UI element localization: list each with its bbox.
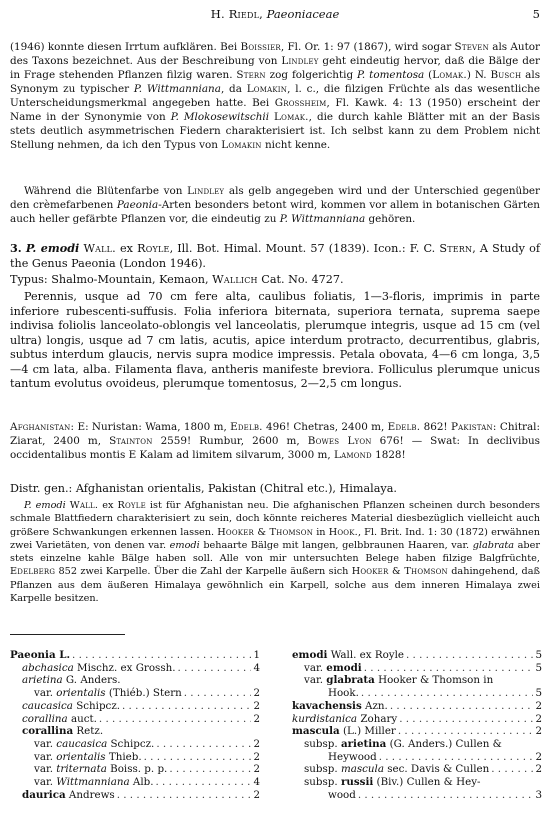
index-leader-dots	[406, 649, 533, 662]
species-latin-description: Perennis, usque ad 70 cm fere alta, caulibus foliatis, 1—3-floris, imprimis in parte inferiore rubescenti-suffusis. Folia inferiora biternata, superiora ternata, suprema saepe indivisa foliolis lanceolato-oblongis vel lanceolatis, plerumque integris, usque ad 15 cm (vel ultra) longis, usque ad 7 cm latis, acutis, apice interdum protracto, decurrentibus, glabris, subtus interdum glaucis, nervis supra modice impressis. Petala obovata, 4—6 cm longa, 3,5—4 cm lata, alba. Filamenta flava, antheris manifeste breviora. Folliculus plerumque unicus tantum evolutus ovoideus, plerumque tomentosus, 2—2,5 cm longus.	[10, 290, 540, 390]
index-leader-dots	[398, 725, 534, 738]
index-page-ref: 5	[535, 661, 542, 674]
running-header	[10, 7, 540, 23]
index-page-ref: 2	[253, 699, 260, 712]
index-entry	[10, 725, 260, 738]
index-entry	[292, 763, 542, 776]
index-entry-name: var. triternata Boiss. p. p.	[34, 763, 168, 776]
index-entry-name: subsp. russii (Biv.) Cullen & Hey-	[304, 776, 481, 789]
index-page-ref: 1	[253, 649, 260, 661]
index-entry	[10, 789, 260, 802]
index-page-ref: 2	[253, 737, 260, 750]
index-entry-name: daurica Andrews	[22, 788, 115, 801]
index-entry-name: emodi Wall. ex Royle	[292, 649, 405, 661]
index-entry-name: Hook.	[328, 687, 359, 700]
index-entry-name: Paeonia L.	[10, 649, 71, 661]
index-entry	[292, 789, 542, 802]
header-family: Paeoniaceae	[266, 7, 340, 21]
index-leader-dots	[72, 649, 251, 662]
index-leader-dots	[491, 763, 533, 776]
index-page-ref: 2	[535, 712, 542, 725]
index-entry-name: arietina G. Anders.	[22, 674, 121, 687]
index-entry-name: kurdistanica Zohary	[292, 712, 398, 725]
index-leader-dots	[358, 789, 534, 802]
index-page-ref: 5	[535, 687, 542, 700]
index-leader-dots	[399, 713, 533, 726]
index-right-column	[292, 649, 542, 801]
index-entry	[10, 776, 260, 789]
paragraph-flower-color: Während die Blütenfarbe von Lindley als gelb angegeben wird und der Unterschied gegenüber den crèmefarbenen Paeonia-Arten besonders betont wird, kommen vor allem in botanischen Gärten auch heller gefärbte Pflanzen vor, die eindeutig zu P. Wittmanniana gehören.	[10, 185, 540, 225]
page-number: 5	[532, 7, 540, 21]
index-entry-name: subsp. mascula sec. Davis & Cullen	[304, 763, 490, 776]
index-leader-dots	[169, 763, 251, 776]
index-entry	[292, 725, 542, 738]
index-entry-name: kavachensis Azn.	[292, 699, 388, 712]
index-entry	[10, 649, 260, 662]
index-page-ref: 2	[535, 763, 542, 776]
index-page-ref: 4	[253, 661, 260, 674]
index-divider	[10, 634, 125, 635]
index-entry	[292, 649, 542, 662]
index-leader-dots	[156, 776, 252, 789]
index-entry	[292, 738, 542, 751]
header-author: H. Riedl,	[210, 7, 263, 21]
distribution-general: Distr. gen.: Afghanistan orientalis, Pakistan (Chitral etc.), Himalaya.	[10, 482, 397, 495]
index-page-ref: 3	[535, 788, 542, 801]
index-leader-dots	[156, 738, 251, 751]
index-entry	[292, 713, 542, 726]
species-typus: Typus: Shalmo-Mountain, Kemaon, Wallich Cat. No. 4727.	[10, 273, 344, 286]
index-leader-dots	[184, 687, 252, 700]
paragraph-lindley-history: (1946) konnte diesen Irrtum aufklären. Bei Boissier, Fl. Or. 1: 97 (1867), wird sogar Steven als Autor des Taxons bezeichnet. Aus der Beschreibung von Lindley geht eindeutig hervor, daß die Bälge der in Frage stehenden Pflanzen filzig waren. Stern zog folgerichtig P. tomentosa (Lomak.) N. Busch als Synonym zu typischer P. Wittmanniana, da Lomakin, l. c., die filzigen Früchte als das wesentliche Unterscheidungsmerkmal angegeben hatte. Bei Grossheim, Fl. Kawk. 4: 13 (1950) erscheint der Name in der Synonymie von P. Mlokosewitschii Lomak., die durch kahle Blätter mit an der Basis stets deutlich asymmetrischen Fiedern charakterisiert ist. Ich selbst kann zu dem Problem nicht Stellung nehmen, da ich den Typus von Lomakin nicht kenne.	[10, 41, 541, 151]
index-page-ref: 4	[253, 776, 260, 789]
index-entry-name: var. emodi	[304, 661, 362, 674]
index-page-ref: 2	[253, 763, 260, 776]
index-entry-name: caucasica Schipcz.	[22, 699, 121, 712]
index-entry-name: subsp. arietina (G. Anders.) Cullen &	[304, 737, 502, 750]
index-entry	[10, 763, 260, 776]
index-entry-name: Heywood	[328, 750, 377, 763]
index-leader-dots	[144, 751, 252, 764]
index-entry-name: var. orientalis Thieb.	[34, 750, 142, 763]
index-entry	[292, 662, 542, 675]
running-title	[10, 7, 540, 21]
index-page-ref: 2	[535, 699, 542, 712]
index-leader-dots	[361, 687, 534, 700]
index-entry	[292, 700, 542, 713]
index-page-ref: 2	[253, 750, 260, 763]
index-leader-dots	[117, 789, 252, 802]
index-leader-dots	[178, 662, 252, 675]
index-leader-dots	[99, 713, 252, 726]
index-entry	[10, 700, 260, 713]
index-entry	[292, 687, 542, 700]
index-entry-name: var. glabrata Hooker & Thomson in	[304, 674, 494, 687]
index-page-ref: 5	[535, 649, 542, 661]
index-entry-name: abchasica Mischz. ex Grossh.	[22, 661, 176, 674]
index-entry	[10, 713, 260, 726]
index-page-ref: 2	[253, 712, 260, 725]
index-entry	[292, 751, 542, 764]
index-entry	[10, 751, 260, 764]
index-page-ref: 2	[253, 687, 260, 700]
index-leader-dots	[364, 662, 534, 675]
index-leader-dots	[122, 700, 251, 713]
index-entry	[292, 776, 542, 789]
index-entry	[10, 738, 260, 751]
index-leader-dots	[379, 751, 534, 764]
specimen-list: Afghanistan: E: Nuristan: Wama, 1800 m, Edelb. 496! Chetras, 2400 m, Edelb. 862! Pakistan: Chitral: Ziarat, 2400 m, Stainton 2559! Rumbur, 2600 m, Bowes Lyon 676! — Swat: In declivibus occidentalibus montis E Kalam ad limitem silvarum, 3000 m, Lamond 1828!	[10, 421, 541, 461]
index-entry	[292, 674, 542, 687]
index-entry-name: mascula (L.) Miller	[292, 725, 396, 738]
index-page-ref: 2	[535, 750, 542, 763]
index-entry	[10, 674, 260, 687]
index-leader-dots	[390, 700, 534, 713]
index-page-ref: 2	[253, 788, 260, 801]
index-entry-name: corallina auct.	[22, 712, 97, 725]
species-heading-emodi: 3. P. emodi Wall. ex Royle, Ill. Bot. Himal. Mount. 57 (1839). Icon.: F. C. Stern, A Study of the Genus Paeonia (London 1946).	[10, 241, 541, 270]
index-page-ref: 2	[535, 725, 542, 738]
index-entry	[10, 662, 260, 675]
index-entry-name: var. Wittmanniana Alb.	[34, 776, 154, 789]
index-entry	[10, 687, 260, 700]
paragraph-discussion: P. emodi Wall. ex Royle ist für Afghanistan neu. Die afghanischen Pflanzen scheinen durch besonders schmale Blattfiedern charakterisiert zu sein, doch könnte reicheres Material diesbezüglich vielleicht auch größere Schwankungen erkennen lassen. Hooker & Thomson in Hook., Fl. Brit. Ind. 1: 30 (1872) erwähnen zwei Varietäten, von denen var. emodi behaarte Bälge mit langen, gelbbraunen Haaren, var. glabrata aber stets einzelne kahle Bälge haben soll. Alle von mir untersuchten Belege haben filzige Balgfrüchte, Edelberg 852 zwei Karpelle. Über die Zahl der Karpelle äußern sich Hooker & Thomson dahingehend, daß Pflanzen aus dem äußeren Himalaya gewöhnlich ein Karpell, solche aus dem inneren Himalaya zwei Karpelle besitzen.	[10, 500, 541, 605]
index-entry-name: var. caucasica Schipcz.	[34, 737, 155, 750]
index-entry-name: var. orientalis (Thiéb.) Stern	[34, 687, 182, 700]
index-left-column	[10, 649, 260, 801]
index-entry-name: corallina Retz.	[22, 725, 104, 738]
index-entry-name: wood	[328, 788, 356, 801]
